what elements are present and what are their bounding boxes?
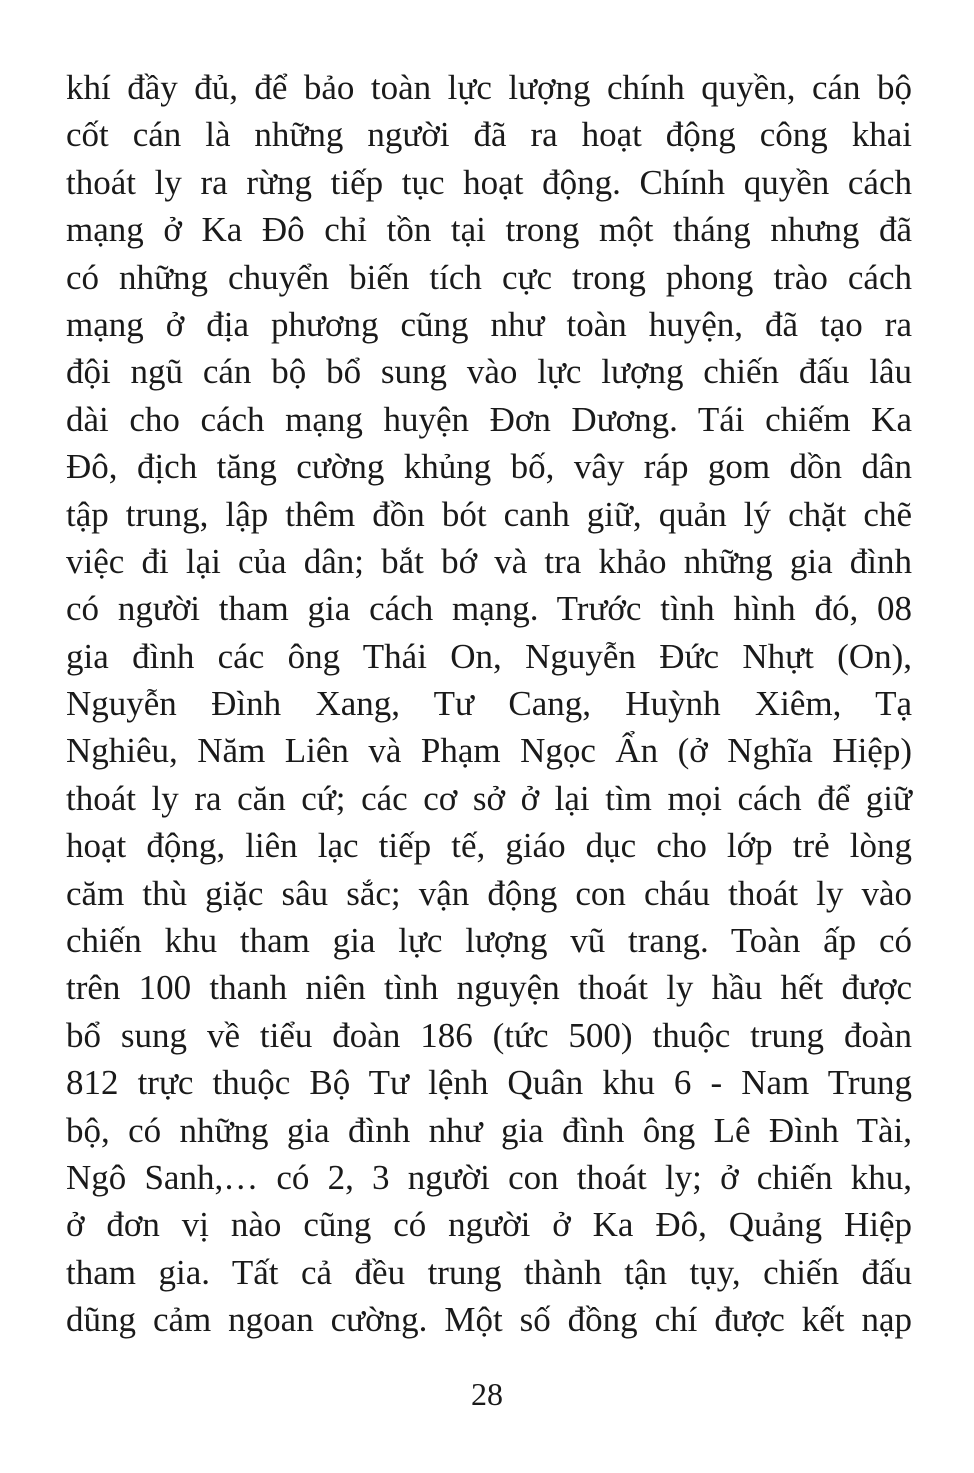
text-line: gia đình các ông Thái On, Nguyễn Đức Nhựt (On), <box>66 636 912 676</box>
text-line: đội ngũ cán bộ bổ sung vào lực lượng chiến đấu lâu <box>66 352 912 392</box>
text-line: bổ sung về tiểu đoàn 186 (tức 500) thuộc trung đoàn <box>66 1015 912 1055</box>
text-line: Nguyễn Đình Xang, Tư Cang, Huỳnh Xiêm, Tạ <box>66 684 912 724</box>
text-line: có những chuyển biến tích cực trong phong trào cách <box>66 257 912 297</box>
text-line: chiến khu tham gia lực lượng vũ trang. Toàn ấp có <box>66 921 912 961</box>
text-line: Đô, địch tăng cường khủng bố, vây ráp gom dồn dân <box>66 447 912 487</box>
page-number: 28 <box>471 1376 503 1412</box>
text-line: tham gia. Tất cả đều trung thành tận tụy, chiến đấu <box>66 1252 912 1292</box>
text-line: mạng ở địa phương cũng như toàn huyện, đã tạo ra <box>66 304 912 344</box>
text-line: bộ, có những gia đình như gia đình ông Lê Đình Tài, <box>66 1110 912 1150</box>
text-line: mạng ở Ka Đô chỉ tồn tại trong một tháng nhưng đã <box>66 210 912 250</box>
text-line: hoạt động, liên lạc tiếp tế, giáo dục cho lớp trẻ lòng <box>66 826 912 866</box>
text-line: dài cho cách mạng huyện Đơn Dương. Tái chiếm Ka <box>66 399 912 439</box>
text-line: tập trung, lập thêm đồn bót canh giữ, quản lý chặt chẽ <box>66 494 912 534</box>
text-line: ở đơn vị nào cũng có người ở Ka Đô, Quảng Hiệp <box>66 1205 912 1245</box>
text-line: cốt cán là những người đã ra hoạt động công khai <box>66 115 912 155</box>
text-line: khí đầy đủ, để bảo toàn lực lượng chính quyền, cán bộ <box>66 68 912 107</box>
text-line: việc đi lại của dân; bắt bớ và tra khảo những gia đình <box>66 541 912 581</box>
text-line: căm thù giặc sâu sắc; vận động con cháu thoát ly vào <box>66 873 912 913</box>
text-line: Ngô Sanh,… có 2, 3 người con thoát ly; ở chiến khu, <box>66 1157 912 1197</box>
text-line: trên 100 thanh niên tình nguyện thoát ly hầu hết được <box>66 968 912 1008</box>
text-line: dũng cảm ngoan cường. Một số đồng chí được kết nạp <box>66 1300 912 1340</box>
body-text <box>66 64 912 1344</box>
text-line: Nghiêu, Năm Liên và Phạm Ngọc Ẩn (ở Nghĩa Hiệp) <box>66 731 912 771</box>
text-line: thoát ly ra căn cứ; các cơ sở ở lại tìm mọi cách để giữ <box>66 778 912 818</box>
text-line: có người tham gia cách mạng. Trước tình hình đó, 08 <box>66 589 912 629</box>
text-line: 812 trực thuộc Bộ Tư lệnh Quân khu 6 - Nam Trung <box>66 1063 912 1103</box>
text-line: thoát ly ra rừng tiếp tục hoạt động. Chính quyền cách <box>66 162 912 202</box>
